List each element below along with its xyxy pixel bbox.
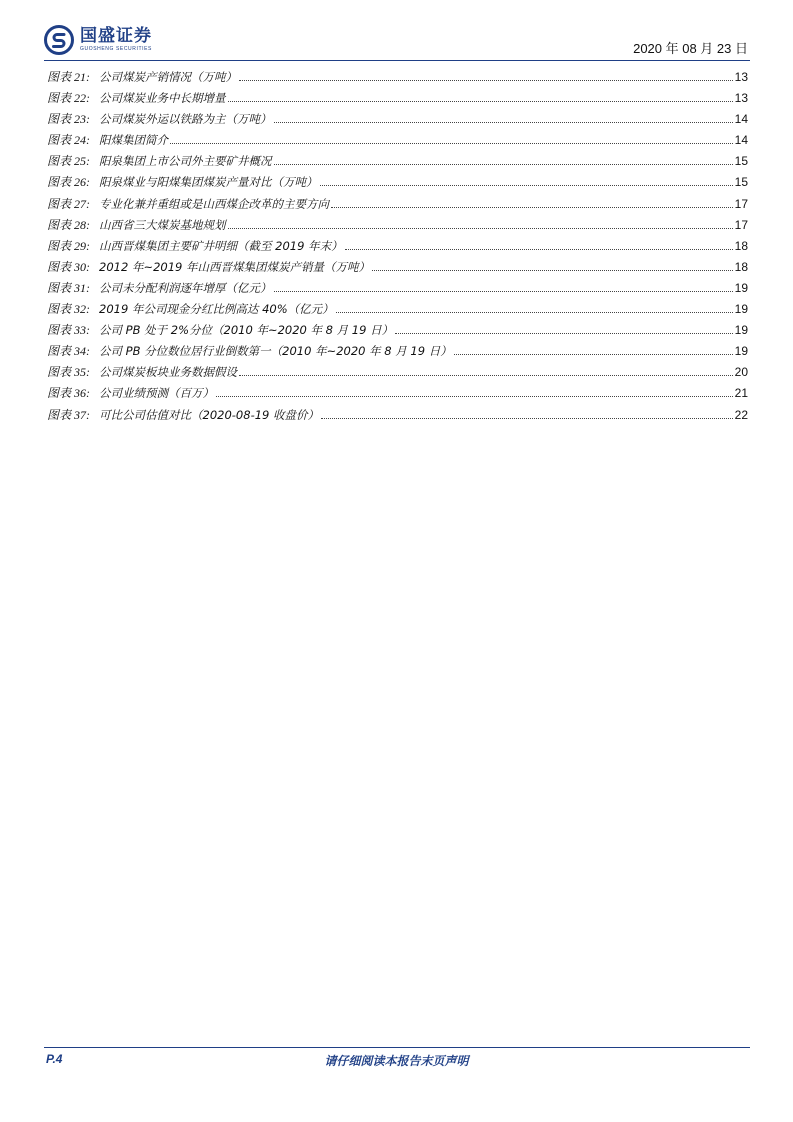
toc-entry-number: 35: bbox=[74, 365, 91, 380]
toc-entry-number: 36: bbox=[74, 386, 91, 401]
figure-index-list bbox=[47, 68, 748, 427]
toc-entry-number: 25: bbox=[74, 154, 91, 169]
toc-entry-title: 公司煤炭板块业务数据假设 bbox=[99, 365, 238, 380]
toc-entry-page: 13 bbox=[734, 91, 748, 106]
toc-entry-label: 图表 bbox=[47, 217, 72, 232]
toc-entry-page: 18 bbox=[734, 238, 748, 253]
toc-entry-title: 山西晋煤集团主要矿井明细（截至 2019 年末） bbox=[99, 238, 343, 253]
toc-entry-page: 17 bbox=[734, 196, 748, 211]
toc-entry-page: 15 bbox=[734, 154, 748, 169]
page-number: P.4 bbox=[46, 1052, 63, 1066]
toc-dot-leader bbox=[228, 101, 733, 102]
toc-entry-page: 14 bbox=[734, 133, 748, 148]
toc-entry[interactable] bbox=[47, 279, 748, 300]
toc-entry-label: 图表 bbox=[47, 133, 72, 148]
toc-entry-label: 图表 bbox=[47, 323, 72, 338]
toc-entry-number: 29: bbox=[74, 238, 91, 253]
toc-entry-number: 34: bbox=[74, 344, 91, 359]
toc-entry-title: 公司 PB 分位数位居行业倒数第一（2010 年~2020 年 8 月 19 日） bbox=[99, 344, 452, 359]
toc-entry-label: 图表 bbox=[47, 175, 72, 190]
toc-dot-leader bbox=[336, 312, 733, 313]
toc-entry[interactable] bbox=[47, 68, 748, 89]
toc-entry-page: 19 bbox=[734, 280, 748, 295]
toc-entry-label: 图表 bbox=[47, 259, 72, 274]
toc-entry-title: 公司煤炭外运以铁路为主（万吨） bbox=[99, 112, 272, 127]
toc-entry-page: 22 bbox=[734, 407, 748, 422]
toc-entry-title: 公司 PB 处于 2%分位（2010 年~2020 年 8 月 19 日） bbox=[99, 323, 394, 338]
toc-entry-number: 30: bbox=[74, 259, 91, 274]
toc-dot-leader bbox=[170, 143, 733, 144]
toc-entry[interactable] bbox=[47, 406, 748, 427]
toc-entry-label: 图表 bbox=[47, 407, 72, 422]
toc-entry-number: 23: bbox=[74, 112, 91, 127]
toc-entry-number: 22: bbox=[74, 91, 91, 106]
toc-entry-label: 图表 bbox=[47, 302, 72, 317]
toc-entry[interactable] bbox=[47, 342, 748, 363]
toc-entry-label: 图表 bbox=[47, 196, 72, 211]
toc-entry-number: 26: bbox=[74, 175, 91, 190]
toc-dot-leader bbox=[395, 333, 733, 334]
toc-entry-page: 13 bbox=[734, 70, 748, 84]
toc-dot-leader bbox=[274, 291, 733, 292]
toc-entry[interactable] bbox=[47, 216, 748, 237]
toc-entry-page: 21 bbox=[734, 386, 748, 401]
toc-entry[interactable] bbox=[47, 131, 748, 152]
toc-entry-page: 14 bbox=[734, 112, 748, 127]
toc-entry[interactable] bbox=[47, 152, 748, 173]
toc-entry[interactable] bbox=[47, 237, 748, 258]
toc-entry-label: 图表 bbox=[47, 280, 72, 295]
toc-entry-title: 阳泉集团上市公司外主要矿井概况 bbox=[99, 154, 272, 169]
toc-dot-leader bbox=[331, 207, 733, 208]
toc-entry-number: 27: bbox=[74, 196, 91, 211]
toc-dot-leader bbox=[274, 164, 733, 165]
toc-dot-leader bbox=[239, 80, 733, 81]
toc-entry-title: 专业化兼并重组或是山西煤企改革的主要方向 bbox=[99, 196, 330, 211]
toc-entry-number: 31: bbox=[74, 280, 91, 295]
toc-entry-label: 图表 bbox=[47, 154, 72, 169]
toc-entry-title: 公司未分配利润逐年增厚（亿元） bbox=[99, 280, 272, 295]
toc-dot-leader bbox=[372, 270, 733, 271]
toc-dot-leader bbox=[216, 396, 733, 397]
toc-entry-title: 2019 年公司现金分红比例高达 40%（亿元） bbox=[99, 302, 334, 317]
toc-entry-title: 公司业绩预测（百万） bbox=[99, 386, 215, 401]
toc-entry-title: 2012 年~2019 年山西晋煤集团煤炭产销量（万吨） bbox=[99, 259, 370, 274]
toc-entry-page: 19 bbox=[734, 302, 748, 317]
toc-entry-title: 公司煤炭产销情况（万吨） bbox=[99, 70, 238, 84]
toc-entry[interactable] bbox=[47, 300, 748, 321]
toc-entry-number: 21: bbox=[74, 70, 91, 84]
toc-entry-label: 图表 bbox=[47, 112, 72, 127]
logo-chinese-name: 国盛证券 bbox=[80, 26, 152, 46]
toc-entry[interactable] bbox=[47, 173, 748, 194]
toc-entry-title: 阳煤集团简介 bbox=[99, 133, 169, 148]
toc-entry-number: 37: bbox=[74, 407, 91, 422]
toc-entry-label: 图表 bbox=[47, 344, 72, 359]
header-divider bbox=[44, 60, 750, 61]
footer-divider bbox=[44, 1047, 750, 1048]
toc-entry-page: 20 bbox=[734, 365, 748, 380]
toc-entry-title: 阳泉煤业与阳煤集团煤炭产量对比（万吨） bbox=[99, 175, 318, 190]
toc-entry[interactable] bbox=[47, 363, 748, 384]
toc-entry-page: 17 bbox=[734, 217, 748, 232]
toc-entry[interactable] bbox=[47, 258, 748, 279]
toc-entry-number: 28: bbox=[74, 217, 91, 232]
report-date: 2020 年 08 月 23 日 bbox=[633, 41, 748, 56]
toc-entry-page: 19 bbox=[734, 344, 748, 359]
toc-entry-page: 15 bbox=[734, 175, 748, 190]
toc-dot-leader bbox=[321, 418, 733, 419]
toc-entry[interactable] bbox=[47, 384, 748, 405]
toc-entry-label: 图表 bbox=[47, 386, 72, 401]
toc-entry-label: 图表 bbox=[47, 70, 72, 84]
toc-entry[interactable] bbox=[47, 89, 748, 110]
toc-dot-leader bbox=[239, 375, 733, 376]
toc-entry-page: 19 bbox=[734, 323, 748, 338]
toc-dot-leader bbox=[228, 228, 733, 229]
guosheng-logo-icon bbox=[44, 25, 74, 55]
toc-dot-leader bbox=[320, 185, 733, 186]
disclaimer-note: 请仔细阅读本报告末页声明 bbox=[324, 1054, 469, 1068]
toc-entry[interactable] bbox=[47, 195, 748, 216]
toc-entry-label: 图表 bbox=[47, 238, 72, 253]
logo-english-name: GUOSHENG SECURITIES bbox=[80, 46, 152, 52]
toc-entry-number: 33: bbox=[74, 323, 91, 338]
toc-dot-leader bbox=[345, 249, 733, 250]
page-header bbox=[44, 22, 750, 62]
toc-dot-leader bbox=[274, 122, 733, 123]
toc-entry-title: 可比公司估值对比（2020-08-19 收盘价） bbox=[99, 407, 320, 422]
toc-entry-number: 24: bbox=[74, 133, 91, 148]
toc-entry[interactable] bbox=[47, 110, 748, 131]
toc-entry-title: 山西省三大煤炭基地规划 bbox=[99, 217, 226, 232]
toc-entry[interactable] bbox=[47, 321, 748, 342]
toc-entry-title: 公司煤炭业务中长期增量 bbox=[99, 91, 226, 106]
company-logo bbox=[44, 24, 152, 56]
toc-entry-number: 32: bbox=[74, 302, 91, 317]
toc-dot-leader bbox=[454, 354, 733, 355]
toc-entry-label: 图表 bbox=[47, 91, 72, 106]
toc-entry-page: 18 bbox=[734, 259, 748, 274]
toc-entry-label: 图表 bbox=[47, 365, 72, 380]
